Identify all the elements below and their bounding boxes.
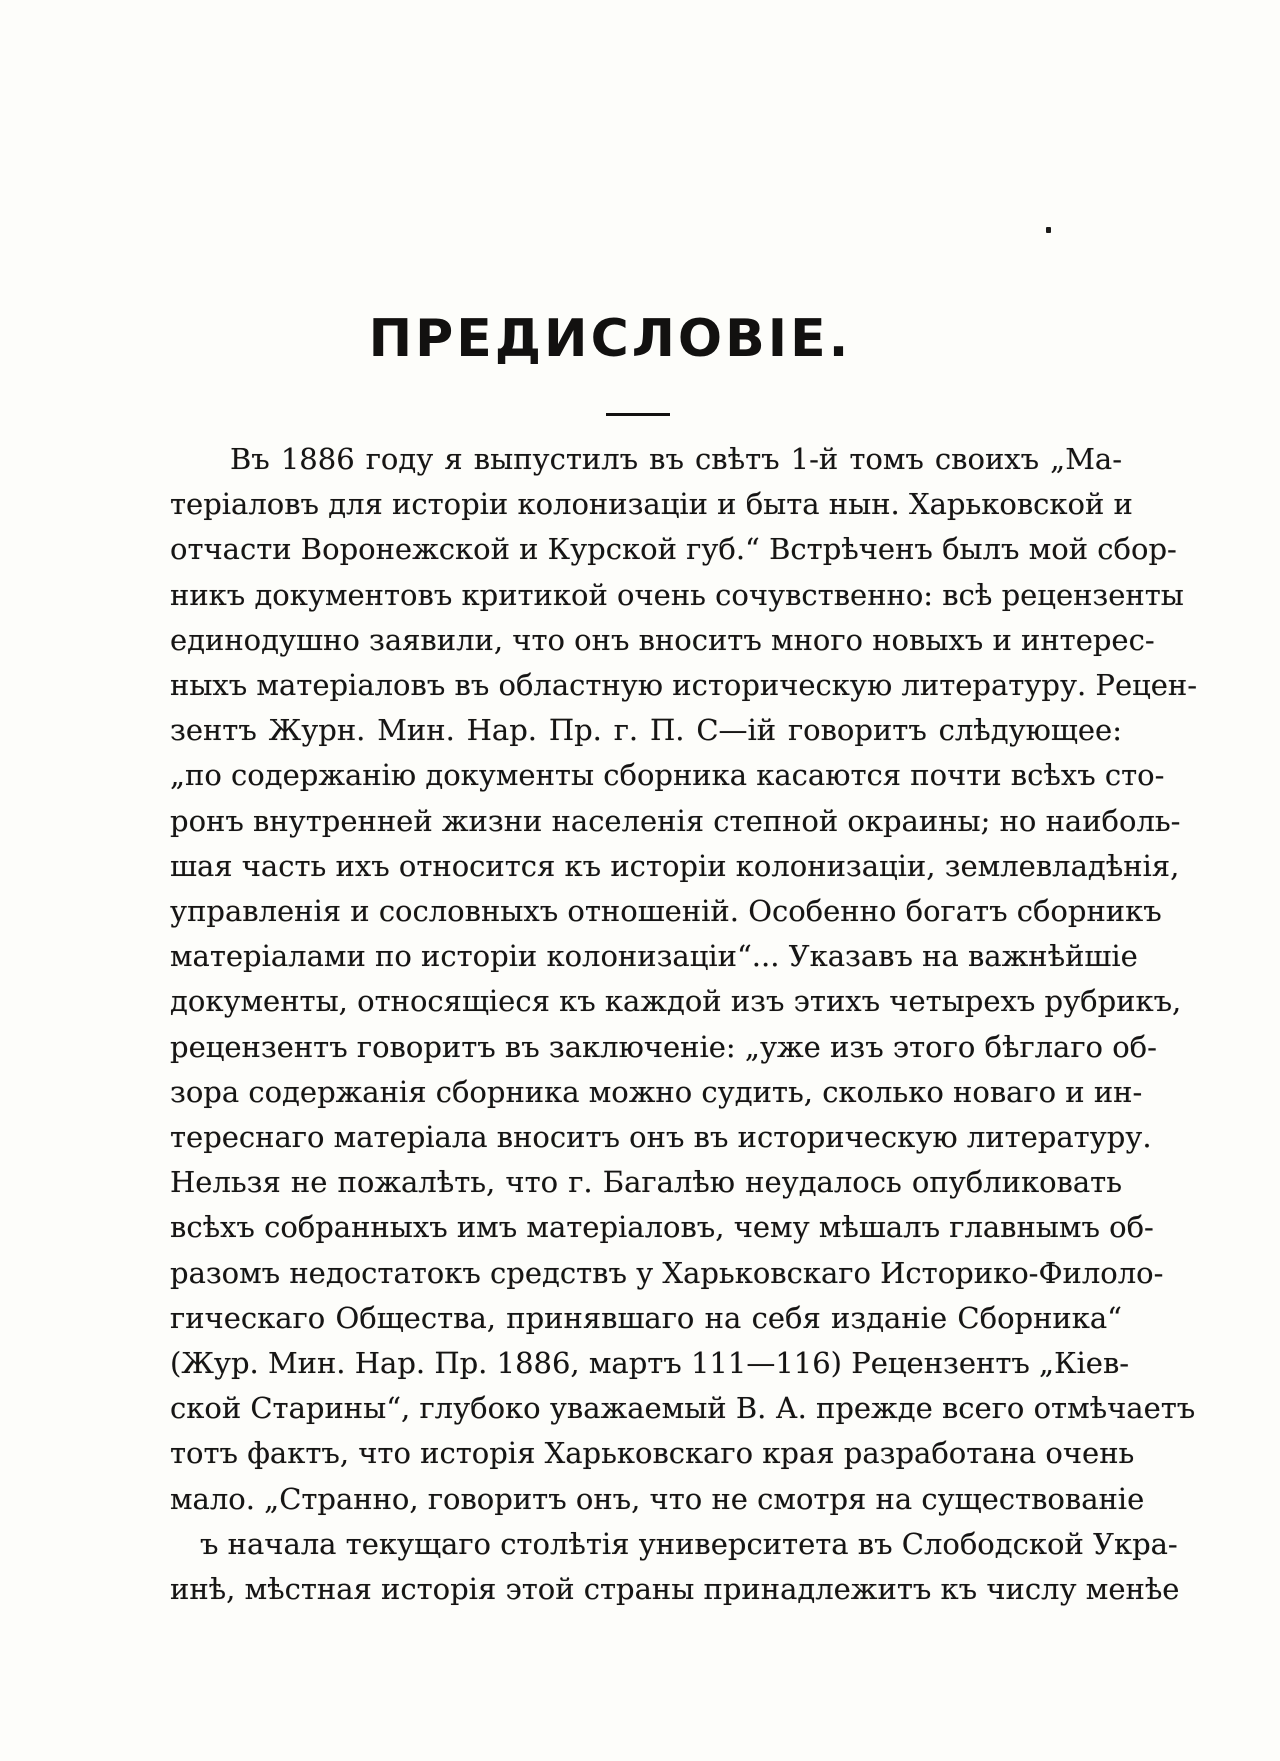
text-line: зентъ Журн. Мин. Нар. Пр. г. П. С—ій говоритъ слѣдующее: [170,713,1122,748]
text-line: документы, относящіеся къ каждой изъ этихъ четырехъ рубрикъ, [170,984,1182,1019]
text-line: матеріалами по исторіи колонизаціи“... Указавъ на важнѣйшіе [170,939,1138,974]
text-line: ской Старины“, глубоко уважаемый В. А. прежде всего отмѣчаетъ [170,1391,1196,1426]
text-line: ронъ внутренней жизни населенія степной окраины; но наиболь- [170,803,1181,838]
text-line: разомъ недостатокъ средствъ у Харьковскаго Историко-Филоло- [170,1255,1164,1290]
text-line: инѣ, мѣстная исторія этой страны принадлежитъ къ числу менѣе [170,1572,1180,1607]
text-line: шая часть ихъ относится къ исторіи колонизаціи, землевладѣнія, [170,848,1180,883]
text-line: зора содержанія сборника можно судить, сколько новаго и ин- [170,1074,1143,1109]
text-line: отчасти Воронежской и Курской губ.“ Встрѣченъ былъ мой сбор- [170,532,1177,567]
text-line: тотъ фактъ, что исторія Харьковскаго края разработана очень [170,1436,1135,1471]
text-line: гическаго Общества, принявшаго на себя изданіе Сборника“ [170,1300,1122,1335]
text-line: ъ начала текущаго столѣтія университета въ Слободской Укра- [200,1526,1178,1561]
text-line: управленія и сословныхъ отношеній. Особенно богатъ сборникъ [170,894,1162,929]
text-line: никъ документовъ критикой очень сочувственно: всѣ рецензенты [170,577,1184,612]
ink-speck-artifact [1046,227,1051,233]
title-divider-rule [606,413,670,416]
text-line: ныхъ матеріаловъ въ областную историческую литературу. Рецен- [170,668,1198,703]
text-line: единодушно заявили, что онъ вноситъ много новыхъ и интерес- [170,622,1155,657]
text-line: Въ 1886 году я выпустилъ въ свѣтъ 1-й томъ своихъ „Ма- [230,442,1122,476]
text-line: (Жур. Мин. Нар. Пр. 1886, мартъ 111—116) Рецензентъ „Кіев- [170,1346,1130,1381]
text-line: „по содержанію документы сборника касаются почти всѣхъ сто- [170,758,1165,793]
text-line: всѣхъ собранныхъ имъ матеріаловъ, чему мѣшалъ главнымъ об- [170,1210,1154,1245]
text-line: рецензентъ говоритъ въ заключеніе: „уже изъ этого бѣглаго об- [170,1029,1157,1064]
text-line: тереснаго матеріала вноситъ онъ въ историческую литературу. [170,1120,1152,1155]
text-line: Нельзя не пожалѣть, что г. Багалѣю неудалось опубликовать [170,1165,1122,1200]
text-line: теріаловъ для исторіи колонизаціи и быта нын. Харьковской и [170,487,1133,522]
preface-paragraph [170,437,1198,1612]
text-line: мало. „Странно, говоритъ онъ, что не смотря на существованіе [170,1481,1145,1516]
page-title: ПРЕДИСЛОВІЕ. [368,308,852,369]
